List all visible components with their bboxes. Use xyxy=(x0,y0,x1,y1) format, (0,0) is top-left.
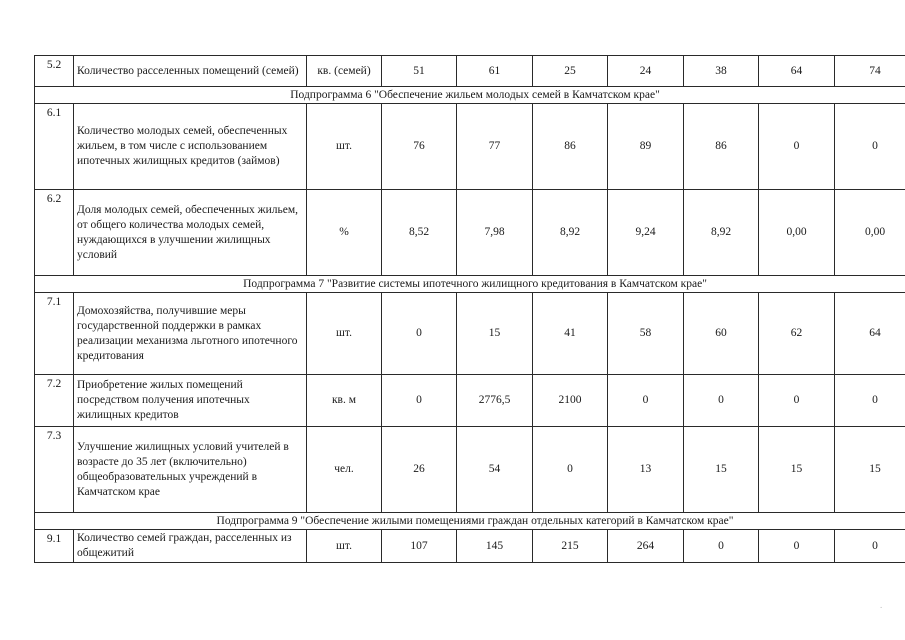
margin-mark: . xyxy=(880,600,883,610)
table-row xyxy=(35,56,905,87)
value-cell: 86 xyxy=(684,104,759,190)
value-cell: 0 xyxy=(835,104,905,190)
value-cell: 9,24 xyxy=(608,190,684,276)
value-cell: 62 xyxy=(759,293,835,375)
value-cell: 24 xyxy=(608,56,684,87)
value-cell: 0 xyxy=(608,375,684,427)
row-number: 5.2 xyxy=(35,56,74,87)
unit-cell: чел. xyxy=(307,427,382,513)
value-cell: 13 xyxy=(608,427,684,513)
value-cell: 60 xyxy=(684,293,759,375)
value-cell: 77 xyxy=(457,104,533,190)
table-row xyxy=(35,530,905,563)
value-cell: 15 xyxy=(759,427,835,513)
value-cell: 89 xyxy=(608,104,684,190)
value-cell: 38 xyxy=(684,56,759,87)
value-cell: 61 xyxy=(457,56,533,87)
value-cell: 0 xyxy=(684,375,759,427)
indicator-name: Улучшение жилищных условий учителей в возрасте до 35 лет (включительно) общеобразовательных учреждений в Камчатском крае xyxy=(74,427,307,513)
value-cell: 76 xyxy=(382,104,457,190)
value-cell: 15 xyxy=(457,293,533,375)
value-cell: 8,92 xyxy=(533,190,608,276)
value-cell: 64 xyxy=(835,293,905,375)
row-number: 6.1 xyxy=(35,104,74,190)
value-cell: 0 xyxy=(533,427,608,513)
row-number: 7.3 xyxy=(35,427,74,513)
value-cell: 41 xyxy=(533,293,608,375)
value-cell: 0 xyxy=(759,530,835,563)
value-cell: 107 xyxy=(382,530,457,563)
value-cell: 51 xyxy=(382,56,457,87)
section-header-row xyxy=(35,276,905,293)
indicator-name: Доля молодых семей, обеспеченных жильем, от общего количества молодых семей, нуждающихся в улучшении жилищных условий xyxy=(74,190,307,276)
table-row xyxy=(35,427,905,513)
value-cell: 0 xyxy=(835,530,905,563)
value-cell: 0 xyxy=(382,293,457,375)
unit-cell: % xyxy=(307,190,382,276)
value-cell: 86 xyxy=(533,104,608,190)
value-cell: 74 xyxy=(835,56,905,87)
indicator-name: Количество семей граждан, расселенных из общежитий xyxy=(74,530,307,563)
row-number: 6.2 xyxy=(35,190,74,276)
unit-cell: кв. м xyxy=(307,375,382,427)
section-header-row xyxy=(35,87,905,104)
unit-cell: шт. xyxy=(307,104,382,190)
value-cell: 2776,5 xyxy=(457,375,533,427)
unit-cell: шт. xyxy=(307,530,382,563)
value-cell: 0 xyxy=(759,375,835,427)
table-row xyxy=(35,104,905,190)
section-title: Подпрограмма 6 "Обеспечение жильем молодых семей в Камчатском крае" xyxy=(35,87,905,104)
row-number: 7.2 xyxy=(35,375,74,427)
value-cell: 64 xyxy=(759,56,835,87)
row-number: 9.1 xyxy=(35,530,74,563)
value-cell: 0 xyxy=(684,530,759,563)
value-cell: 15 xyxy=(684,427,759,513)
value-cell: 0 xyxy=(382,375,457,427)
value-cell: 15 xyxy=(835,427,905,513)
section-header-row xyxy=(35,513,905,530)
indicators-table xyxy=(34,55,905,563)
value-cell: 54 xyxy=(457,427,533,513)
value-cell: 7,98 xyxy=(457,190,533,276)
indicator-name: Количество расселенных помещений (семей) xyxy=(74,56,307,87)
value-cell: 26 xyxy=(382,427,457,513)
section-title: Подпрограмма 7 "Развитие системы ипотечного жилищного кредитования в Камчатском крае" xyxy=(35,276,905,293)
value-cell: 145 xyxy=(457,530,533,563)
value-cell: 8,92 xyxy=(684,190,759,276)
unit-cell: шт. xyxy=(307,293,382,375)
value-cell: 8,52 xyxy=(382,190,457,276)
table-row xyxy=(35,375,905,427)
value-cell: 0,00 xyxy=(835,190,905,276)
row-number: 7.1 xyxy=(35,293,74,375)
table-row xyxy=(35,190,905,276)
value-cell: 215 xyxy=(533,530,608,563)
unit-cell: кв. (семей) xyxy=(307,56,382,87)
indicator-name: Домохозяйства, получившие меры государственной поддержки в рамках реализации механизма льготного ипотечного кредитования xyxy=(74,293,307,375)
value-cell: 0,00 xyxy=(759,190,835,276)
table-row xyxy=(35,293,905,375)
section-title: Подпрограмма 9 "Обеспечение жилыми помещениями граждан отдельных категорий в Камчатском крае" xyxy=(35,513,905,530)
value-cell: 2100 xyxy=(533,375,608,427)
indicator-name: Приобретение жилых помещений посредством получения ипотечных жилищных кредитов xyxy=(74,375,307,427)
value-cell: 58 xyxy=(608,293,684,375)
indicator-name: Количество молодых семей, обеспеченных жильем, в том числе с использованием ипотечных жилищных кредитов (займов) xyxy=(74,104,307,190)
value-cell: 0 xyxy=(759,104,835,190)
value-cell: 0 xyxy=(835,375,905,427)
value-cell: 25 xyxy=(533,56,608,87)
value-cell: 264 xyxy=(608,530,684,563)
